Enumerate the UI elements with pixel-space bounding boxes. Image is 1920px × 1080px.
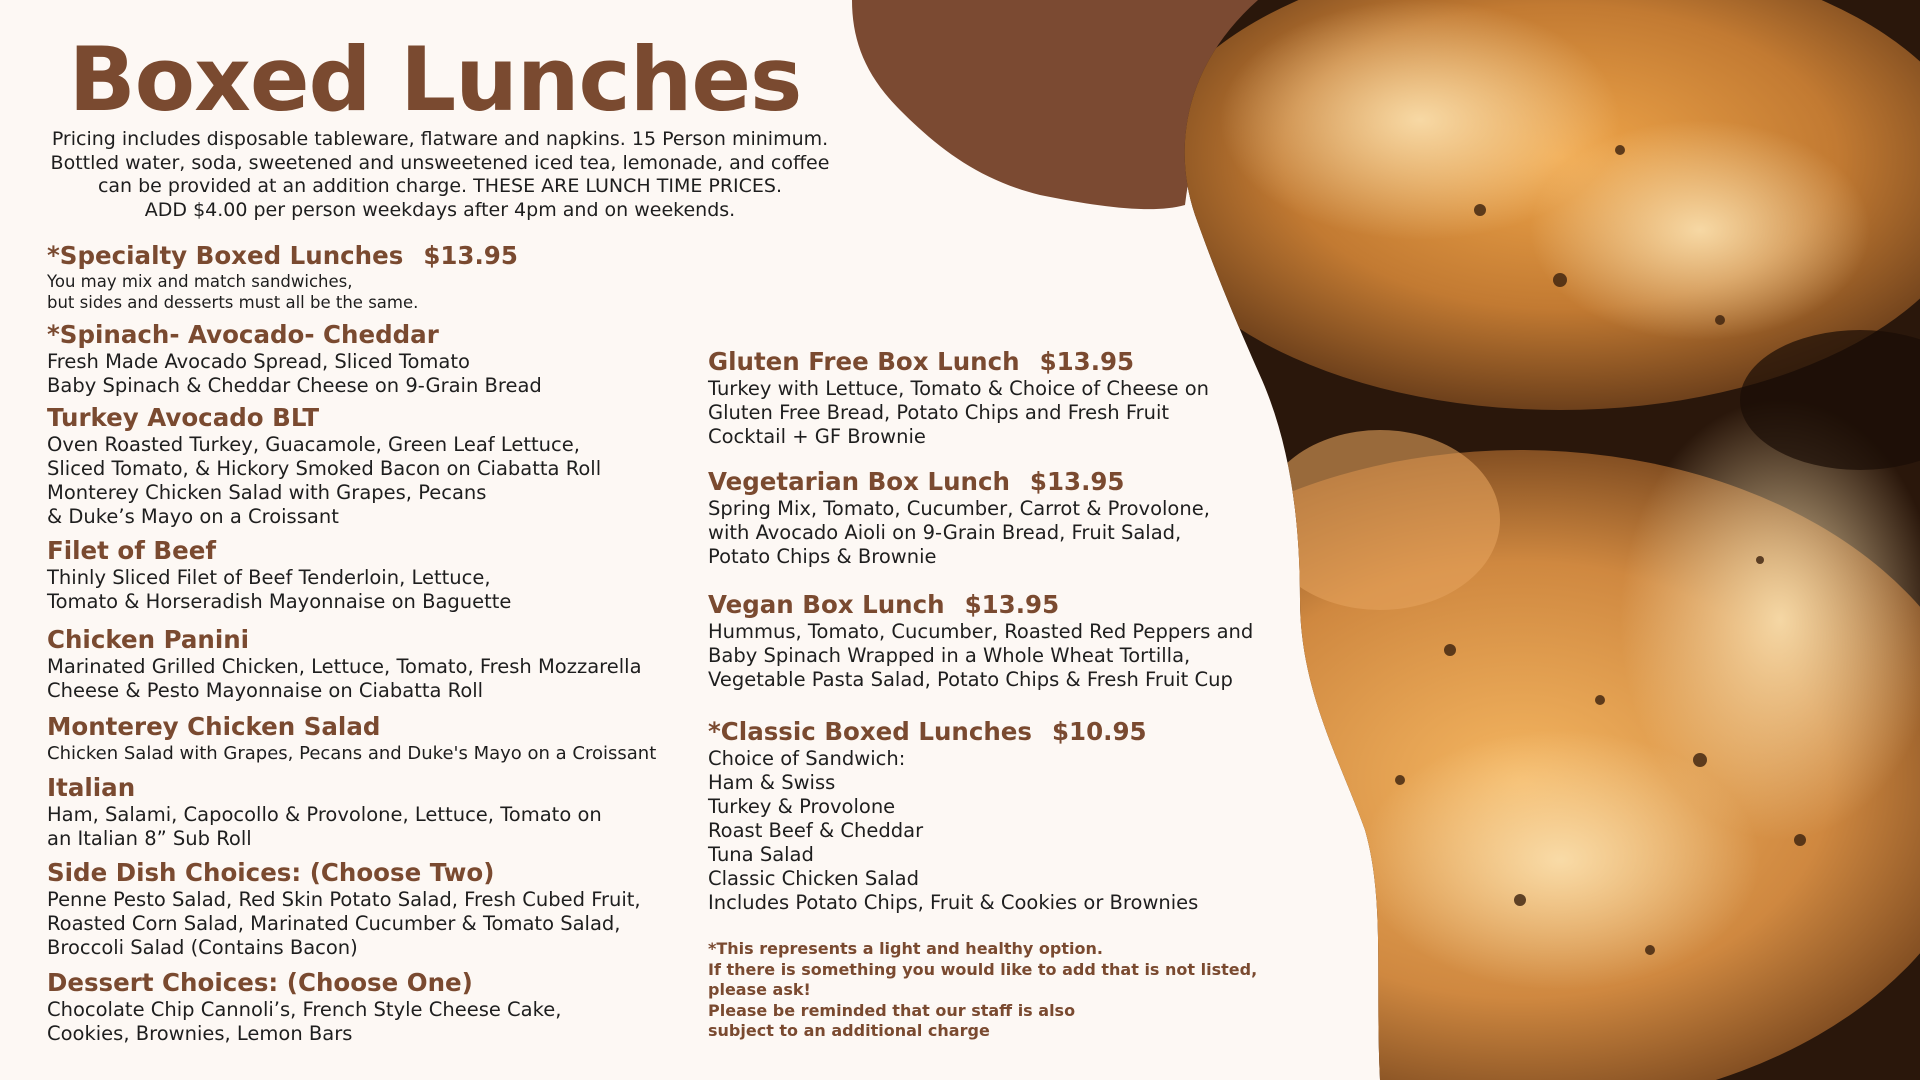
footnote-line: If there is something you would like to add that is not listed,: [708, 959, 1258, 979]
intro-line: can be provided at an addition charge. THESE ARE LUNCH TIME PRICES.: [97, 175, 783, 197]
item-name: Chicken Panini: [47, 625, 250, 654]
section-heading: [708, 347, 1209, 377]
intro-line: ADD $4.00 per person weekdays after 4pm and on weekends.: [144, 198, 736, 221]
item-desc-line: Potato Chips & Brownie: [708, 545, 937, 568]
item-desc-line: Turkey & Provolone: [708, 795, 896, 818]
item-name: *Specialty Boxed Lunches: [47, 241, 404, 270]
item-desc-line: Ham, Salami, Capocollo & Provolone, Lettuce, Tomato on: [47, 803, 602, 826]
item-desc-line: Ham & Swiss: [708, 771, 836, 794]
item-name: Monterey Chicken Salad: [47, 712, 381, 741]
item-desc-line: but sides and desserts must all be the same.: [47, 293, 419, 312]
item-desc-line: You may mix and match sandwiches,: [47, 272, 353, 291]
menu-item-filet: [47, 536, 511, 614]
section-classic: [708, 717, 1198, 915]
item-price: $13.95: [1029, 467, 1125, 496]
menu-item-monterey: [47, 712, 656, 766]
item-desc-line: Includes Potato Chips, Fruit & Cookies or Brownies: [708, 891, 1199, 914]
section-heading: Side Dish Choices: (Choose Two): [47, 858, 495, 887]
item-price: $10.95: [1052, 717, 1147, 746]
footnote-line: subject to an additional charge: [708, 1021, 990, 1040]
item-desc-line: Vegetable Pasta Salad, Potato Chips & Fresh Fruit Cup: [708, 668, 1233, 691]
menu-item-vegan: [708, 590, 1253, 692]
footnote: [708, 939, 1257, 1042]
item-desc-line: Chocolate Chip Cannoli’s, French Style Cheese Cake,: [47, 998, 562, 1021]
item-desc-line: Roasted Corn Salad, Marinated Cucumber & Tomato Salad,: [47, 912, 621, 935]
section-specialty: [47, 241, 518, 313]
item-desc-line: Roast Beef & Cheddar: [708, 819, 924, 842]
section-heading: Dessert Choices: (Choose One): [47, 968, 473, 997]
intro-line: Pricing includes disposable tableware, flatware and napkins. 15 Person minimum.: [51, 128, 829, 150]
item-desc-line: an Italian 8” Sub Roll: [47, 827, 252, 850]
section-heading: [47, 241, 518, 271]
section-heading: [708, 717, 1198, 747]
item-price: $13.95: [1039, 347, 1135, 376]
item-desc-line: Thinly Sliced Filet of Beef Tenderloin, Lettuce,: [47, 566, 491, 589]
item-desc-line: Marinated Grilled Chicken, Lettuce, Tomato, Fresh Mozzarella: [47, 655, 642, 678]
item-desc-line: Oven Roasted Turkey, Guacamole, Green Leaf Lettuce,: [47, 433, 580, 456]
item-name: *Classic Boxed Lunches: [708, 717, 1032, 746]
menu-item-italian: [47, 773, 602, 851]
item-desc-line: Cheese & Pesto Mayonnaise on Ciabatta Roll: [47, 679, 484, 702]
item-desc-line: Broccoli Salad (Contains Bacon): [47, 936, 358, 959]
item-price: $13.95: [423, 241, 518, 270]
item-desc-line: Choice of Sandwich:: [708, 747, 906, 770]
page-title: Boxed Lunches: [68, 28, 802, 131]
item-desc-line: Spring Mix, Tomato, Cucumber, Carrot & Provolone,: [708, 497, 1210, 520]
item-price: $13.95: [964, 590, 1060, 619]
section-heading: [708, 467, 1210, 497]
section-heading: [708, 590, 1253, 620]
item-desc-line: & Duke’s Mayo on a Croissant: [47, 505, 339, 528]
item-desc-line: Hummus, Tomato, Cucumber, Roasted Red Peppers and: [708, 620, 1254, 643]
item-desc-line: with Avocado Aioli on 9-Grain Bread, Fruit Salad,: [708, 521, 1182, 544]
menu-item-spinach: [47, 320, 542, 398]
item-name: *Spinach- Avocado- Cheddar: [47, 320, 439, 349]
item-desc-line: Fresh Made Avocado Spread, Sliced Tomato: [47, 350, 470, 373]
footnote-line: *This represents a light and healthy option.: [708, 939, 1103, 958]
item-desc-line: Tuna Salad: [708, 843, 814, 866]
item-desc-line: Baby Spinach Wrapped in a Whole Wheat Tortilla,: [708, 644, 1191, 667]
item-desc-line: Monterey Chicken Salad with Grapes, Pecans: [47, 481, 487, 504]
item-name: Vegan Box Lunch: [708, 590, 945, 619]
menu-item-gluten-free: [708, 347, 1209, 449]
item-desc-line: Cookies, Brownies, Lemon Bars: [47, 1022, 353, 1045]
item-name: Vegetarian Box Lunch: [708, 467, 1010, 496]
item-desc-line: Turkey with Lettuce, Tomato & Choice of Cheese on: [708, 377, 1210, 400]
item-desc-line: Sliced Tomato, & Hickory Smoked Bacon on Ciabatta Roll: [47, 457, 602, 480]
item-desc-line: Gluten Free Bread, Potato Chips and Fresh Fruit: [708, 401, 1170, 424]
item-name: Italian: [47, 773, 136, 802]
footnote-line: Please be reminded that our staff is also: [708, 1000, 1076, 1020]
menu-item-vegetarian: [708, 467, 1210, 569]
intro-line: Bottled water, soda, sweetened and unsweetened iced tea, lemonade, and coffee: [50, 151, 830, 174]
item-name: Filet of Beef: [47, 536, 216, 565]
item-desc-line: Chicken Salad with Grapes, Pecans and Duke's Mayo on a Croissant: [47, 743, 657, 764]
section-dessert: [47, 968, 561, 1046]
item-name: Gluten Free Box Lunch: [708, 347, 1020, 376]
footnote-line: please ask!: [708, 980, 811, 999]
item-desc-line: Baby Spinach & Cheddar Cheese on 9-Grain Bread: [47, 374, 542, 397]
item-desc-line: Penne Pesto Salad, Red Skin Potato Salad, Fresh Cubed Fruit,: [47, 888, 641, 911]
menu-item-turkey: [47, 403, 601, 529]
item-desc-line: Cocktail + GF Brownie: [708, 425, 926, 448]
item-name: Turkey Avocado BLT: [47, 403, 320, 432]
menu-item-panini: [47, 625, 642, 703]
item-desc-line: Classic Chicken Salad: [708, 867, 919, 890]
section-sides: [47, 858, 641, 960]
item-desc-line: Tomato & Horseradish Mayonnaise on Baguette: [47, 590, 512, 613]
intro-text: [20, 128, 860, 222]
